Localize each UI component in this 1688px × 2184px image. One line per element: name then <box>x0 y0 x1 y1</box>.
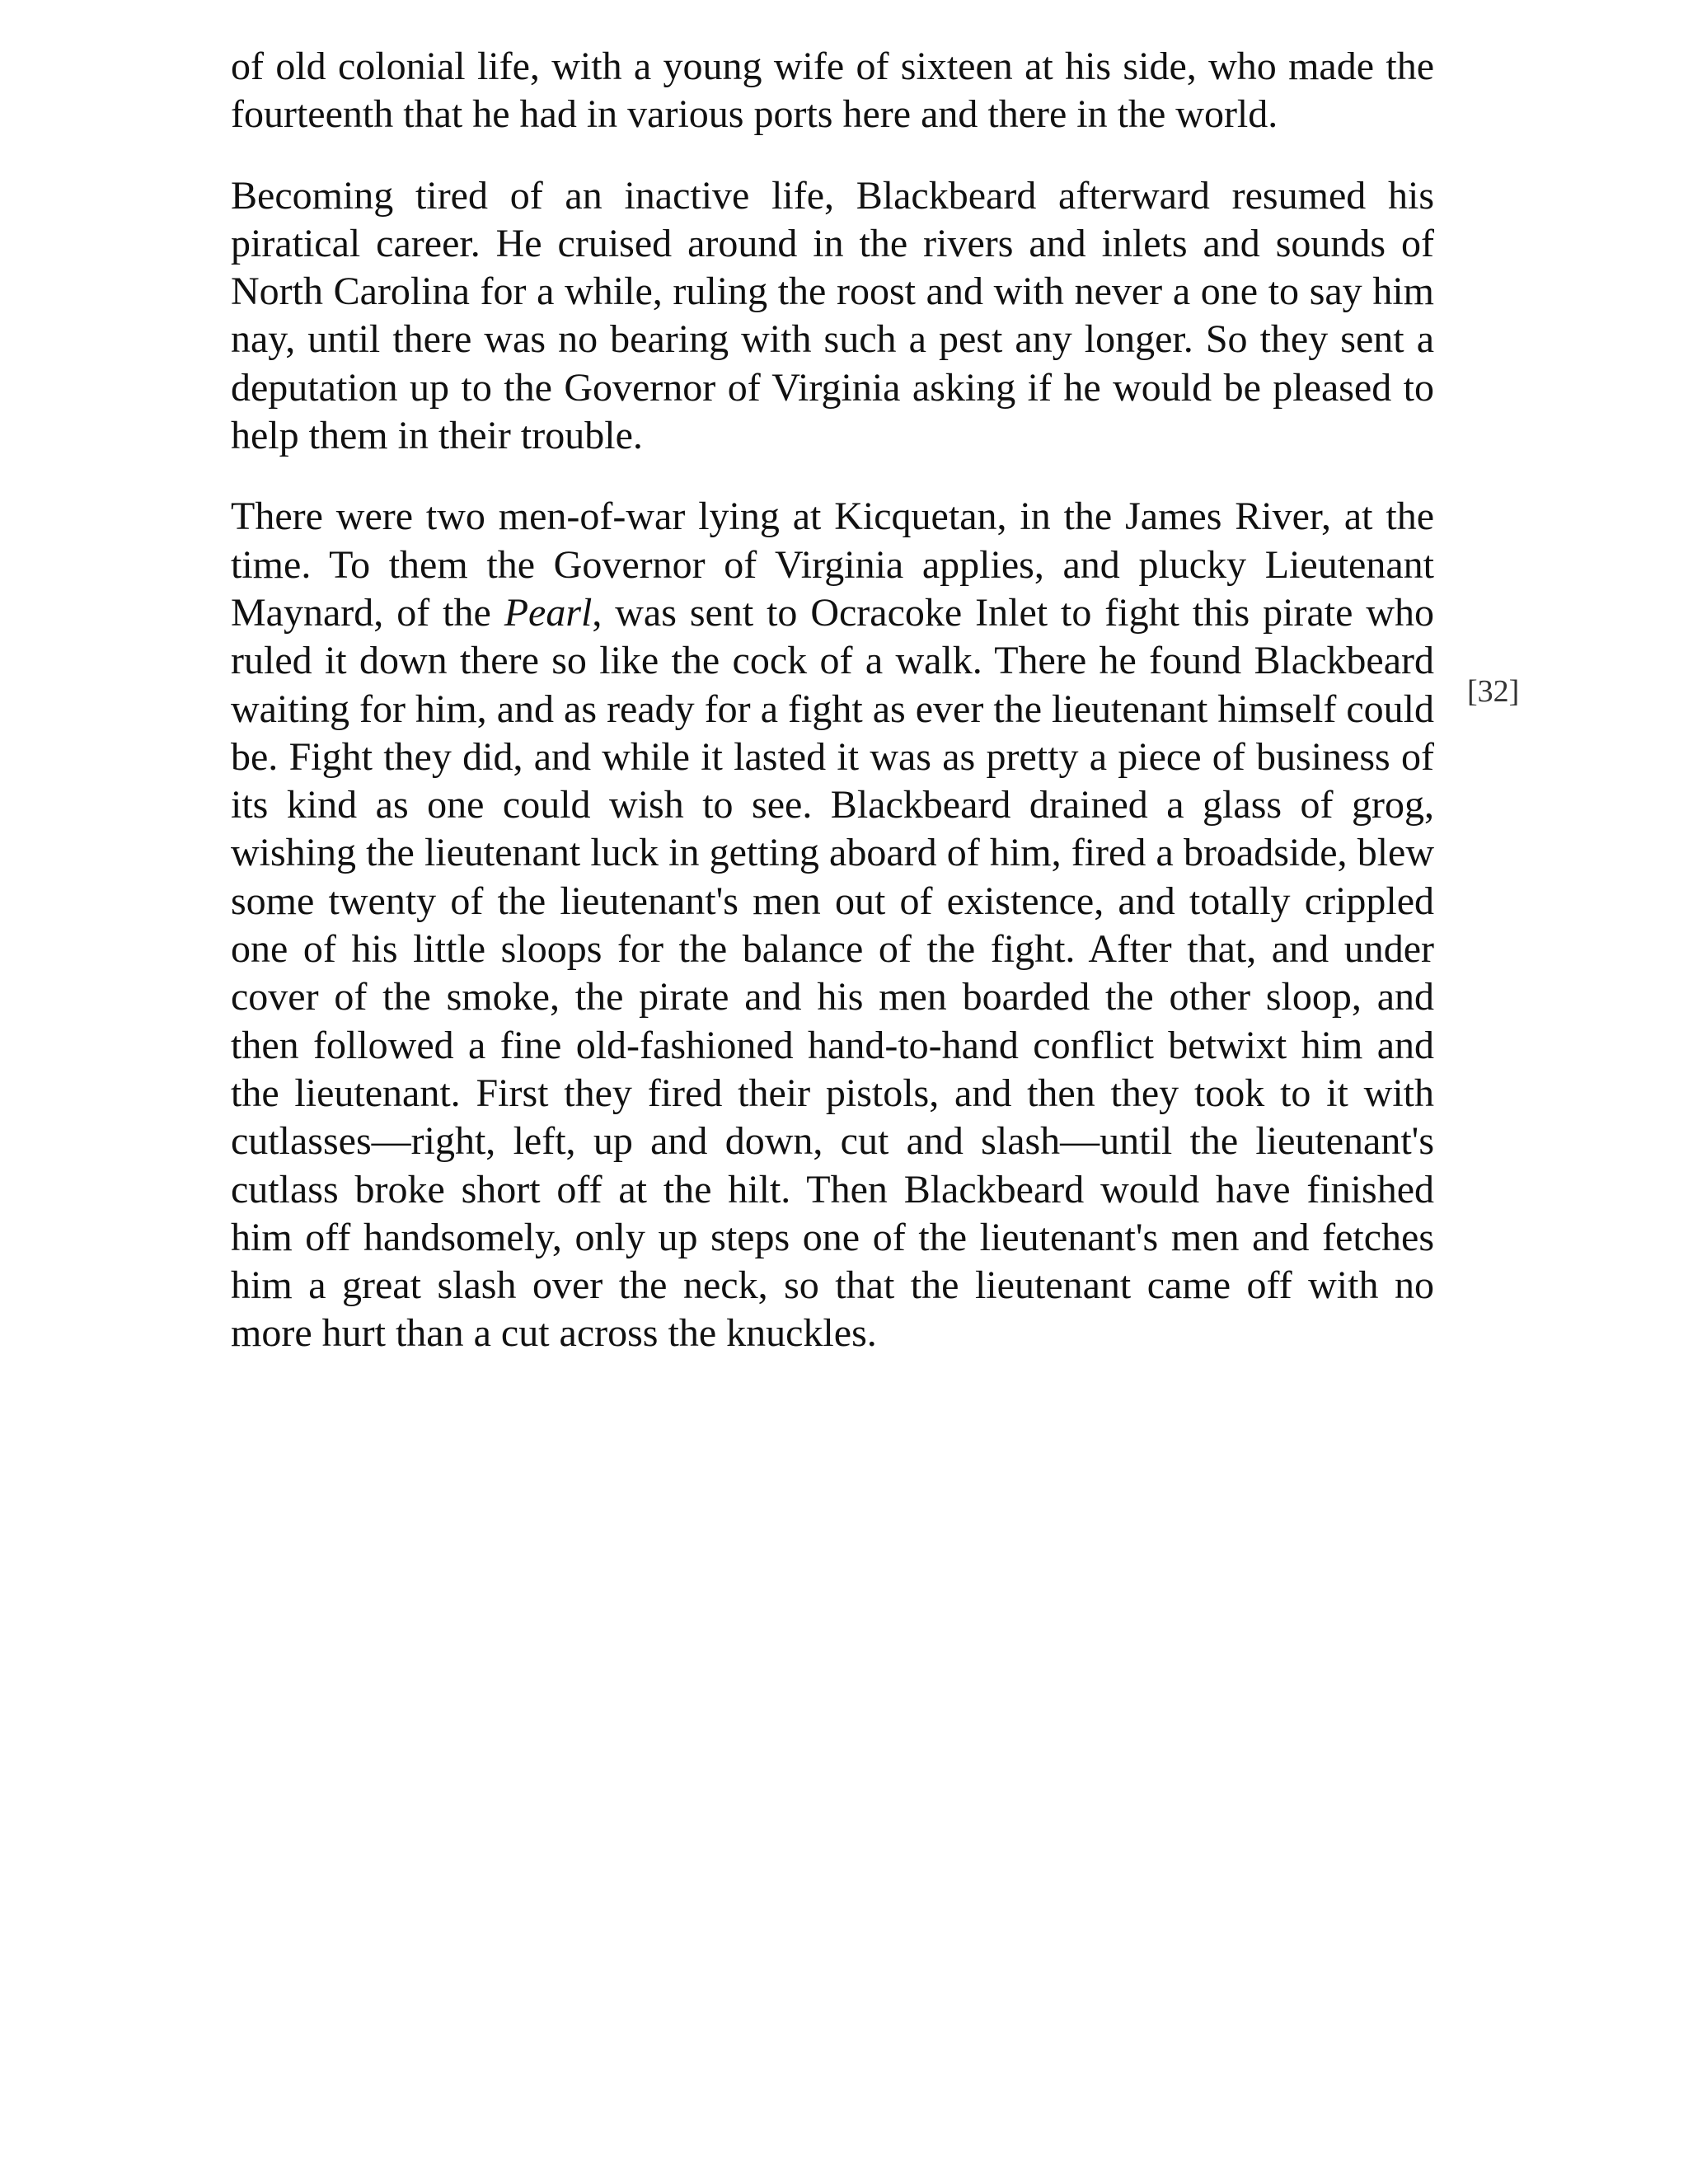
paragraph-text: There were two men-of-war lying at Kicquetan, in the James River, at the time. To them the Governor of Virginia applies, and plucky Lieutenant Maynard, of the <box>231 494 1434 635</box>
page-number: [32] <box>1467 674 1520 709</box>
paragraph: Becoming tired of an inactive life, Blackbeard afterward resumed his piratical career. He cruised around in the rivers and inlets and sounds of North Carolina for a while, ruling the roost and with never a one to say him nay, until there was no bearing with such a pest any longer. So they sent a deputation up to the Governor of Virginia asking if he would be pleased to help them in their trouble. <box>231 173 1434 458</box>
ship-name: Pearl <box>504 590 593 635</box>
paragraph: of old colonial life, with a young wife of sixteen at his side, who made the fourteenth that he had in various ports here and there in the world. <box>231 45 1434 137</box>
paragraph-text: , was sent to Ocracoke Inlet to fight this pirate who ruled it down there so like the cock of a walk. There he found Blackbeard waiting for him, and as ready for a fight as ever the lieutenant himself could be. Fight they did, and while it lasted it was as pretty a piece of business of its kind as one could wish to see. Blackbeard drained a glass of grog, wishing the lieutenant luck in getting aboard of him, fired a broadside, blew some twenty of the lieutenant's men out of existence, and totally crippled one of his little sloops for the balance of the fight. After that, and under cover of the smoke, the pirate and his men boarded the other sloop, and then followed a fine old-fashioned hand-to-hand conflict betwixt him and the lieutenant. First they fired their pistols, and then they took to it with cutlasses—right, left, up and down, cut and slash—until the lieutenant's cutlass broke short off at the hilt. Then Blackbeard would have finished him off handsomely, only up steps one of the lieutenant's men and fetches him a great slash over the neck, so that the lieutenant came off with no more hurt than a cut across the knuckles. <box>231 590 1435 1356</box>
paragraph <box>231 493 1434 1357</box>
page-body <box>231 43 1434 1391</box>
